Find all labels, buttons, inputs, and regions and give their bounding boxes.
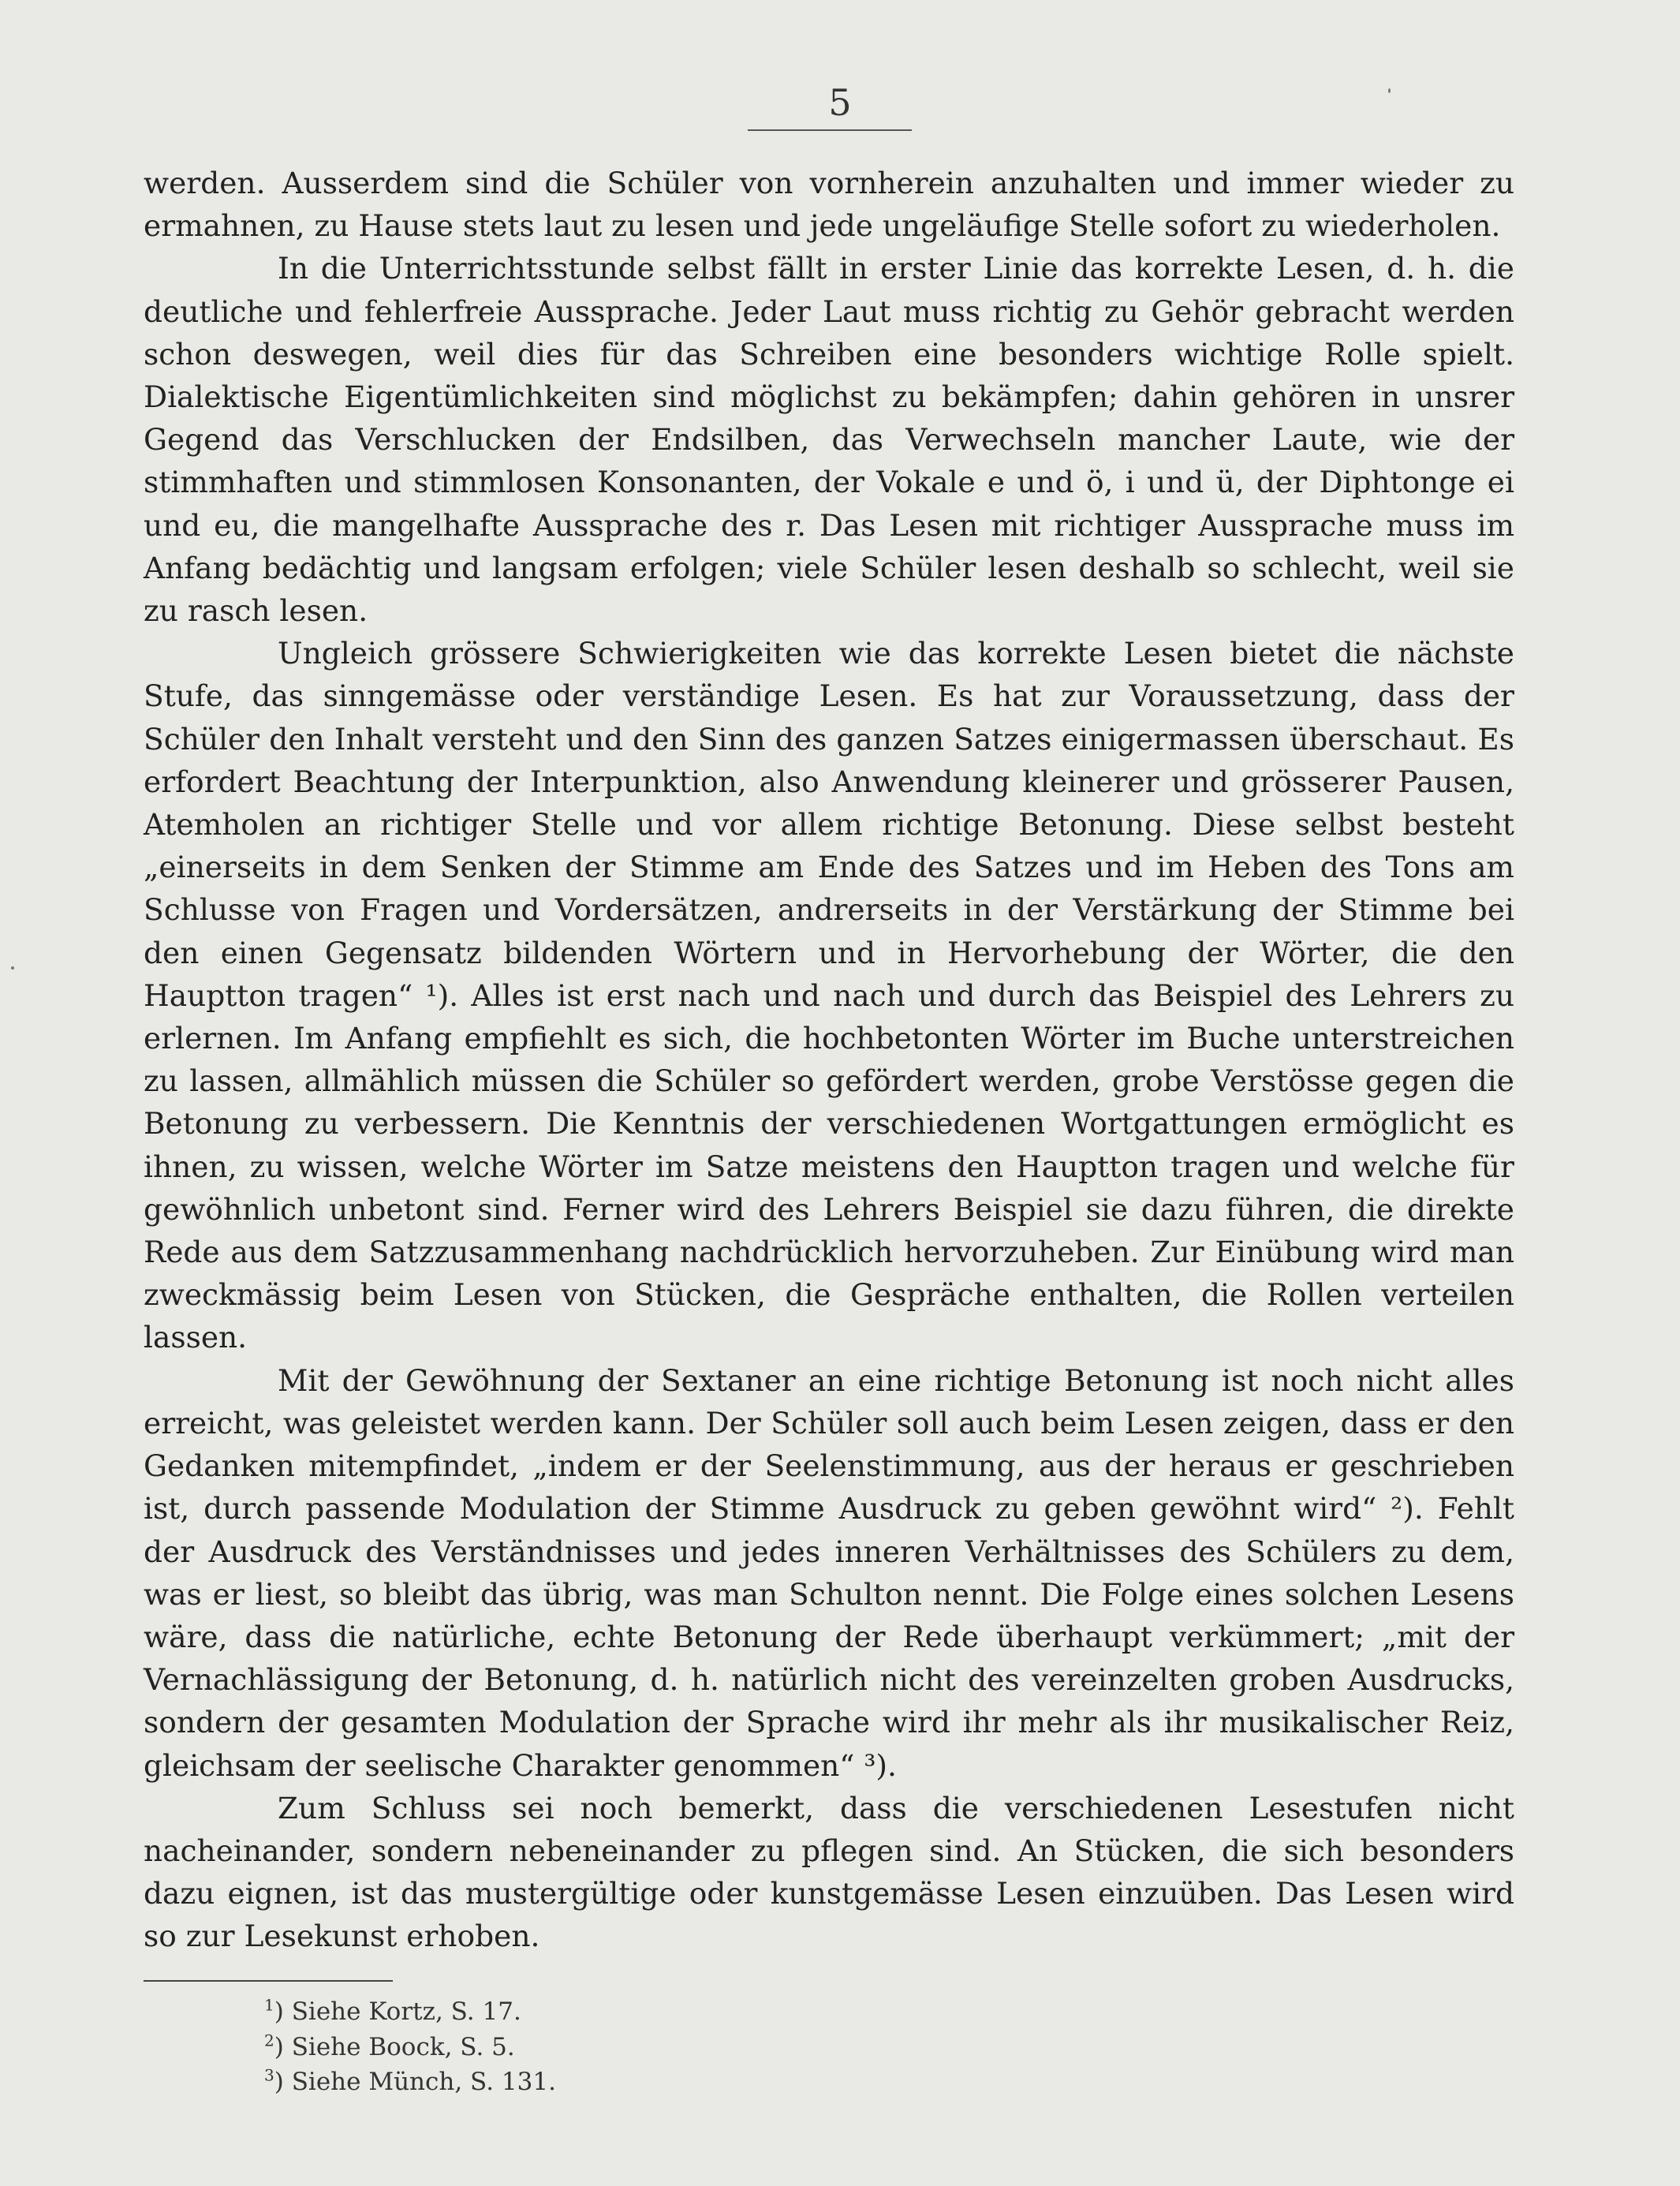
- body-text: [144, 162, 1514, 1958]
- footnote-text: Siehe Münch, S. 131.: [291, 2068, 556, 2096]
- footnote-1: $^1$) Siehe Kortz, S. 17.: [264, 1995, 521, 2026]
- page-number: 5: [828, 81, 852, 124]
- footnote-rule: [144, 1980, 393, 1982]
- footnote-text: Siehe Kortz, S. 17.: [291, 1997, 521, 2026]
- paragraph-5: Zum Schluss sei noch bemerkt, dass die verschiedenen Lesestufen nicht nacheinander, sondern nebeneinander zu pflegen sind. An Stücken, die sich besonders dazu eignen, ist das mustergültige oder kunstgemässe Lesen einzuüben. Das Lesen wird so zur Lesekunst erhoben.: [144, 1790, 1514, 1954]
- footnotes: [264, 1994, 1211, 2100]
- footnote-3: $^3$) Siehe Münch, S. 131.: [264, 2065, 556, 2096]
- paragraph-4: Mit der Gewöhnung der Sextaner an eine richtige Betonung ist noch nicht alles erreicht, was geleistet werden kann. Der Schüler soll auch beim Lesen zeigen, dass er den Gedanken mitempfindet, „indem er der Seelenstimmung, aus der heraus er geschrieben ist, durch passende Modulation der Stimme Ausdruck zu geben gewöhnt wird“ ²). Fehlt der Ausdruck des Verständnisses und jedes inneren Verhältnisses des Schülers zu dem, was er liest, so bleibt das übrig, was man Schulton nennt. Die Folge eines solchen Lesens wäre, dass die natürliche, echte Betonung der Rede überhaupt verkümmert; „mit der Vernachlässigung der Betonung, d. h. natürlich nicht des vereinzelten groben Ausdrucks, sondern der gesamten Modulation der Sprache wird ihr mehr als ihr musikalischer Reiz, gleichsam der seelische Charakter genommen“ ³).: [144, 1362, 1514, 1783]
- paragraph-3: Ungleich grössere Schwierigkeiten wie das korrekte Lesen bietet die nächste Stufe, das sinngemässe oder verständige Lesen. Es hat zur Voraussetzung, dass der Schüler den Inhalt versteht und den Sinn des ganzen Satzes einigermassen überschaut. Es erfordert Beachtung der Interpunktion, also Anwendung kleinerer und grösserer Pausen, Atemholen an richtiger Stelle und vor allem richtige Betonung. Diese selbst besteht „einerseits in dem Senken der Stimme am Ende des Satzes und im Heben des Tons am Schlusse von Fragen und Vordersätzen, andrerseits in der Verstärkung der Stimme bei den einen Gegensatz bildenden Wörtern und in Hervorhebung der Wörter, die den Hauptton tragen“ ¹). Alles ist erst nach und nach und durch das Beispiel des Lehrers zu erlernen. Im Anfang empfiehlt es sich, die hochbetonten Wörter im Buche unterstreichen zu lassen, allmählich müssen die Schüler so gefördert werden, grobe Verstösse gegen die Betonung zu verbessern. Die Kenntnis der verschiedenen Wortgattungen ermöglicht es ihnen, zu wissen, welche Wörter im Satze meistens den Hauptton tragen und welche für gewöhnlich unbetont sind. Ferner wird des Lehrers Beispiel sie dazu führen, die direkte Rede aus dem Satzzusammenhang nachdrücklich hervorzuheben. Zur Einübung wird man zweckmässig beim Lesen von Stücken, die Gespräche enthalten, die Rollen verteilen lassen.: [144, 636, 1514, 1355]
- paper-speck: [11, 966, 14, 970]
- paragraph-2: In die Unterrichtsstunde selbst fällt in erster Linie das korrekte Lesen, d. h. die deutliche und fehlerfreie Aussprache. Jeder Laut muss richtig zu Gehör gebracht werden schon deswegen, weil dies für das Schreiben eine besonders wichtige Rolle spielt. Dialektische Eigentümlichkeiten sind möglichst zu bekämpfen; dahin gehören in unsrer Gegend das Verschlucken der Endsilben, das Verwechseln mancher Laute, wie der stimmhaften und stimmlosen Konsonanten, der Vokale e und ö, i und ü, der Diphtonge ei und eu, die mangelhafte Aussprache des r. Das Lesen mit richtiger Aussprache muss im Anfang bedächtig und langsam erfolgen; viele Schüler lesen deshalb so schlecht, weil sie zu rasch lesen.: [144, 251, 1514, 629]
- paper-speck: [1388, 88, 1391, 93]
- paragraph-1: werden. Ausserdem sind die Schüler von vornherein anzuhalten und immer wieder zu ermahnen, zu Hause stets laut zu lesen und jede ungeläufige Stelle sofort zu wiederholen.: [144, 166, 1514, 244]
- footnote-mark: 2: [264, 2031, 274, 2050]
- footnote-mark: 3: [264, 2065, 274, 2085]
- footnote-mark: 1: [264, 1995, 274, 2015]
- footnote-text: Siehe Boock, S. 5.: [291, 2032, 515, 2061]
- page-number-rule: [748, 129, 912, 131]
- footnote-2: $^2$) Siehe Boock, S. 5.: [264, 2031, 515, 2061]
